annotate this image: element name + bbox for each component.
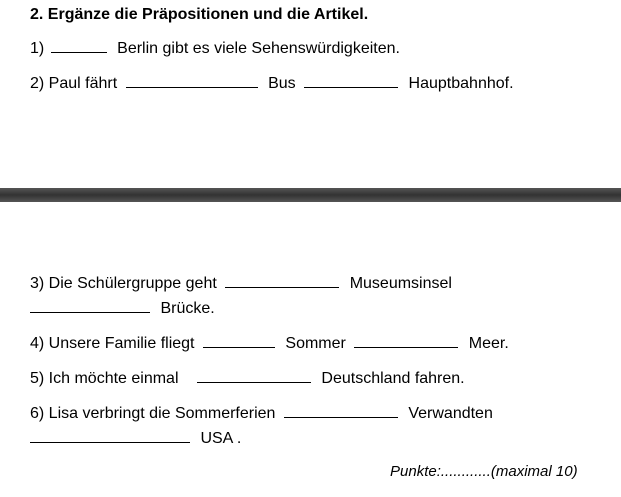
question-1 bbox=[30, 38, 400, 59]
question-2 bbox=[30, 73, 514, 94]
question-6-continued bbox=[30, 428, 241, 449]
score-line: Punkte:............(maximal 10) bbox=[390, 463, 578, 480]
question-4-text-b: Sommer bbox=[285, 335, 346, 352]
question-5-text-a: 5) Ich möchte einmal bbox=[30, 370, 179, 387]
question-4 bbox=[30, 333, 509, 354]
question-3-text-c: Brücke. bbox=[160, 300, 215, 317]
question-2-text-b: Bus bbox=[268, 75, 296, 92]
answer-blank[interactable] bbox=[284, 403, 398, 418]
question-1-number: 1) bbox=[30, 40, 45, 57]
question-3-continued bbox=[30, 298, 215, 319]
question-6-text-a: 6) Lisa verbringt die Sommerferien bbox=[30, 405, 276, 422]
answer-blank[interactable] bbox=[354, 333, 458, 348]
question-6-text-b: Verwandten bbox=[408, 405, 493, 422]
question-2-text-c: Hauptbahnhof. bbox=[408, 75, 514, 92]
question-3-text-b: Museumsinsel bbox=[349, 275, 452, 292]
exercise-title: 2. Ergänze die Präpositionen und die Artikel. bbox=[30, 6, 369, 23]
question-4-text-a: 4) Unsere Familie fliegt bbox=[30, 335, 195, 352]
question-2-text-a: 2) Paul fährt bbox=[30, 75, 118, 92]
question-4-text-c: Meer. bbox=[468, 335, 509, 352]
answer-blank[interactable] bbox=[30, 298, 150, 313]
question-5-text-b: Deutschland fahren. bbox=[321, 370, 465, 387]
page-divider bbox=[0, 188, 621, 202]
question-1-text: Berlin gibt es viele Sehenswürdigkeiten. bbox=[117, 40, 400, 57]
answer-blank[interactable] bbox=[225, 273, 339, 288]
question-5 bbox=[30, 368, 465, 389]
answer-blank[interactable] bbox=[30, 428, 190, 443]
answer-blank[interactable] bbox=[304, 73, 398, 88]
answer-blank[interactable] bbox=[197, 368, 311, 383]
question-6-text-c: USA . bbox=[200, 430, 242, 447]
question-6 bbox=[30, 403, 493, 424]
answer-blank[interactable] bbox=[203, 333, 275, 348]
question-3-text-a: 3) Die Schülergruppe geht bbox=[30, 275, 217, 292]
answer-blank[interactable] bbox=[51, 38, 107, 53]
question-3 bbox=[30, 273, 452, 294]
answer-blank[interactable] bbox=[126, 73, 258, 88]
